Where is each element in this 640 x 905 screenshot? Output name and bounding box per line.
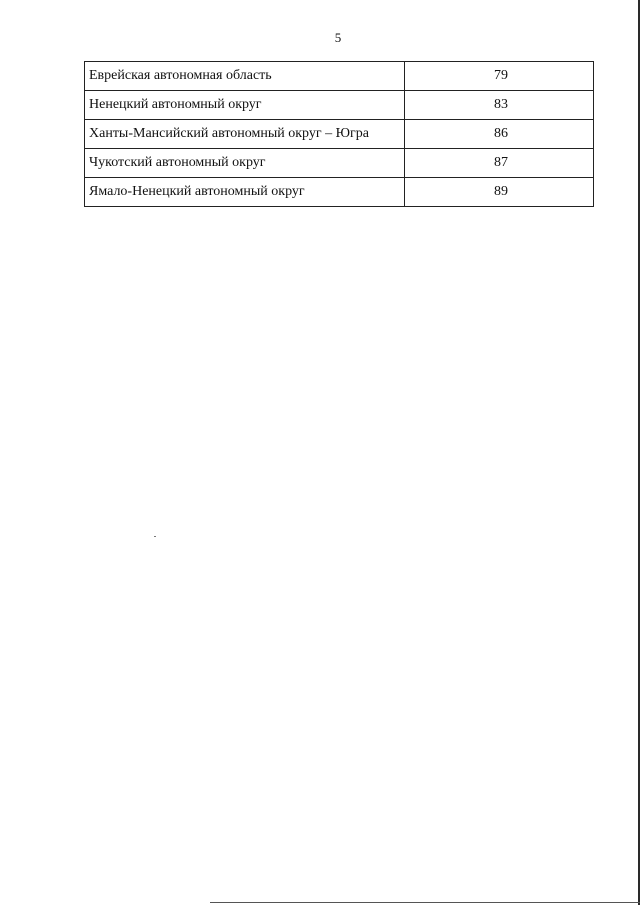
table-row <box>85 120 594 149</box>
page-number: 5 <box>334 30 342 45</box>
table-row <box>85 62 594 91</box>
region-name-cell: Ханты-Мансийский автономный округ – Югра <box>85 120 405 149</box>
regions-table <box>84 61 594 207</box>
region-code-cell: 87 <box>405 149 594 178</box>
region-name-cell: Ненецкий автономный округ <box>85 91 405 120</box>
region-code-cell: 83 <box>405 91 594 120</box>
scan-speck <box>154 536 156 537</box>
region-name-cell: Еврейская автономная область <box>85 62 405 91</box>
region-name-cell: Чукотский автономный округ <box>85 149 405 178</box>
region-code-cell: 79 <box>405 62 594 91</box>
table-row <box>85 178 594 207</box>
region-code-cell: 89 <box>405 178 594 207</box>
region-name-cell: Ямало-Ненецкий автономный округ <box>85 178 405 207</box>
table-row <box>85 91 594 120</box>
table-row <box>85 149 594 178</box>
scan-edge-bottom <box>210 902 640 903</box>
region-code-cell: 86 <box>405 120 594 149</box>
